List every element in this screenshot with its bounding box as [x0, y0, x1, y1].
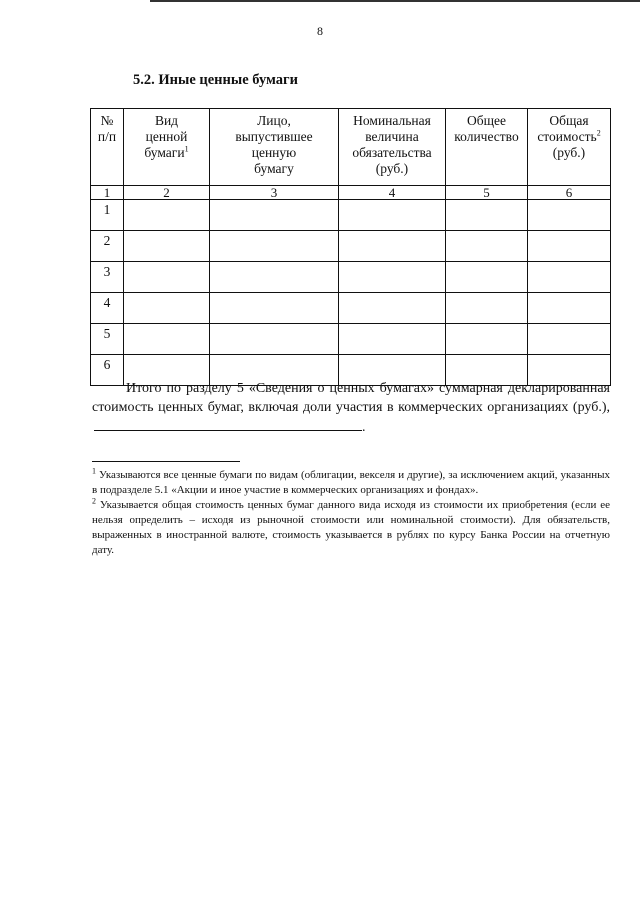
header-line: (руб.) [375, 161, 409, 176]
header-line: выпустившее [235, 129, 313, 144]
empty-cell[interactable] [528, 324, 611, 355]
section-summary [92, 379, 610, 437]
empty-cell[interactable] [339, 200, 446, 231]
top-edge-rule [150, 0, 640, 2]
header-line: количество [454, 129, 519, 144]
empty-cell[interactable] [124, 324, 210, 355]
row-number: 3 [91, 262, 124, 293]
empty-cell[interactable] [528, 231, 611, 262]
table-row [91, 262, 611, 293]
column-number-row [91, 186, 611, 200]
table-row [91, 293, 611, 324]
empty-cell[interactable] [124, 262, 210, 293]
column-number: 5 [446, 186, 528, 200]
footnote-1 [92, 468, 610, 498]
footnote-text: Указывается общая стоимость ценных бумаг данного вида исходя из стоимости их приобретения (если ее нельзя определить – исходя из рыночной стоимости или номинальной стоимости). Для обязательств, выраженных в иностранной валюте, стоимость указывается в рублях по курсу Банка России на отчетную дату. [92, 499, 611, 556]
empty-cell[interactable] [528, 262, 611, 293]
empty-cell[interactable] [210, 293, 339, 324]
column-number: 6 [528, 186, 611, 200]
section-title: 5.2. Иные ценные бумаги [133, 72, 298, 88]
table-row [91, 324, 611, 355]
empty-cell[interactable] [210, 200, 339, 231]
header-line: п/п [97, 129, 117, 144]
row-number: 4 [91, 293, 124, 324]
row-number: 1 [91, 200, 124, 231]
empty-cell[interactable] [339, 231, 446, 262]
summary-end: . [362, 420, 366, 435]
header-line: ценную [251, 145, 297, 160]
header-line: ценной [145, 129, 188, 144]
column-number: 4 [339, 186, 446, 200]
empty-cell[interactable] [446, 200, 528, 231]
footnote-separator [92, 461, 240, 462]
empty-cell[interactable] [339, 324, 446, 355]
securities-table [90, 108, 611, 386]
table-row [91, 200, 611, 231]
empty-cell[interactable] [528, 200, 611, 231]
empty-cell[interactable] [446, 324, 528, 355]
header-line: № [100, 113, 114, 128]
header-line: бумаги [144, 145, 185, 160]
header-cell-quantity [446, 109, 528, 186]
page-number: 8 [317, 24, 323, 38]
table-row [91, 231, 611, 262]
footnote-2 [92, 498, 610, 558]
footnote-text: Указываются все ценные бумаги по видам (облигации, векселя и другие), за исключением акций, указанных в подразделе 5.1 «Акции и иное участие в коммерческих организациях и фондах». [92, 469, 611, 496]
empty-cell[interactable] [124, 293, 210, 324]
row-number: 6 [91, 355, 124, 386]
column-number: 2 [124, 186, 210, 200]
column-number: 3 [210, 186, 339, 200]
footnote-ref: 1 [184, 144, 189, 154]
footnote-mark: 2 [92, 496, 96, 506]
header-line: Номинальная [353, 113, 431, 128]
header-cell-total-value [528, 109, 611, 186]
empty-cell[interactable] [124, 231, 210, 262]
header-cell-number [91, 109, 124, 186]
header-line: Общая [549, 113, 589, 128]
total-value-blank[interactable] [94, 417, 362, 431]
table-header-row [91, 109, 611, 186]
empty-cell[interactable] [210, 262, 339, 293]
row-number: 5 [91, 324, 124, 355]
empty-cell[interactable] [339, 293, 446, 324]
header-cell-issuer [210, 109, 339, 186]
footnote-mark: 1 [92, 466, 96, 476]
header-cell-security-type [124, 109, 210, 186]
column-number: 1 [91, 186, 124, 200]
empty-cell[interactable] [124, 200, 210, 231]
footnotes [92, 468, 610, 558]
empty-cell[interactable] [446, 262, 528, 293]
empty-cell[interactable] [446, 231, 528, 262]
header-line: Вид [154, 113, 179, 128]
header-line: Общее [467, 113, 506, 128]
header-line: величина [365, 129, 419, 144]
header-line: стоимость [537, 129, 597, 144]
row-number: 2 [91, 231, 124, 262]
empty-cell[interactable] [446, 293, 528, 324]
header-line: бумагу [254, 161, 294, 176]
empty-cell[interactable] [339, 262, 446, 293]
empty-cell[interactable] [210, 324, 339, 355]
empty-cell[interactable] [210, 231, 339, 262]
footnote-ref: 2 [596, 128, 601, 138]
header-cell-nominal-value [339, 109, 446, 186]
header-line: обязательства [352, 145, 432, 160]
header-line: Лицо, [257, 113, 291, 128]
empty-cell[interactable] [528, 293, 611, 324]
summary-text: Итого по разделу 5 «Сведения о ценных бумагах» суммарная декларированная стоимость ценных бумаг, включая доли участия в коммерческих организациях (руб.), [92, 381, 610, 415]
header-line: (руб.) [552, 145, 586, 160]
